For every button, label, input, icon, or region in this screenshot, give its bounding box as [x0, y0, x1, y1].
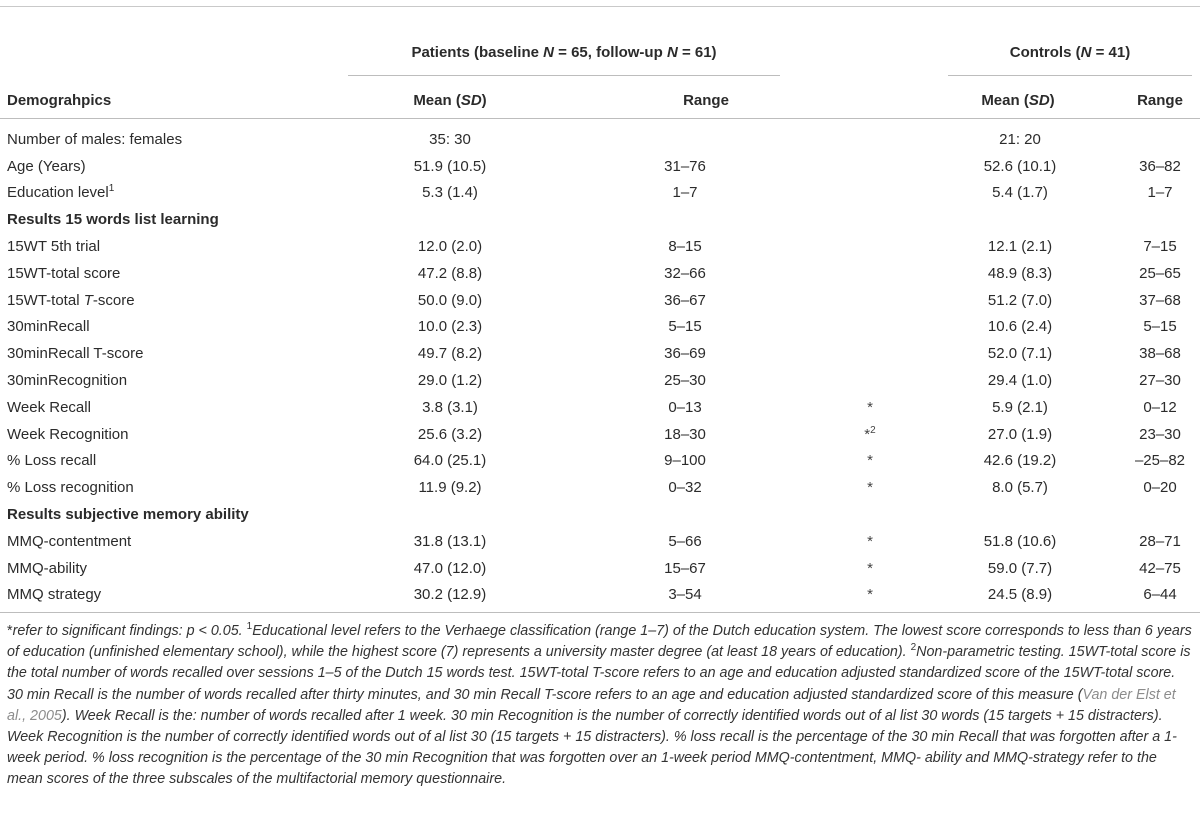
controls-range-cell: 7–15: [1143, 238, 1177, 256]
row-label: 30minRecall T-score: [7, 345, 144, 363]
patients-mean-cell: 51.9 (10.5): [413, 157, 487, 175]
patients-range-cell: 18–30: [664, 425, 706, 443]
controls-mean-cell: 52.6 (10.1): [983, 157, 1057, 175]
patients-mean-cell: 29.0 (1.2): [417, 372, 483, 390]
patients-mean-cell: 50.0 (9.0): [417, 291, 483, 309]
footnote-star: *: [7, 623, 13, 639]
patients-mean-cell: 49.7 (8.2): [417, 345, 483, 363]
row-label: 15WT 5th trial: [7, 238, 101, 256]
table-row: [0, 448, 1200, 475]
row-label: Age (Years): [7, 157, 86, 175]
row-label: MMQ-contentment: [7, 532, 132, 550]
controls-range-cell: 0–12: [1143, 398, 1177, 416]
controls-mean-cell: 24.5 (8.9): [987, 586, 1053, 604]
patients-range-cell: 3–54: [668, 586, 702, 604]
row-label: MMQ-ability: [7, 559, 88, 577]
table-row: [0, 126, 1200, 153]
section-row: [0, 206, 1200, 233]
patients-range-cell: 8–15: [668, 238, 702, 256]
significance-cell: *$^2$: [864, 424, 876, 443]
col-header-patients-mean: Mean (SD): [413, 92, 487, 109]
significance-cell: *: [867, 452, 873, 470]
table-row: [0, 474, 1200, 501]
row-label: Education level$^1$: [7, 183, 115, 202]
patients-mean-cell: 30.2 (12.9): [413, 586, 487, 604]
controls-range-cell: 36–82: [1139, 157, 1181, 175]
row-label: MMQ strategy: [7, 586, 102, 604]
footnote-part-4: ). Week Recall is the: number of words recalled after 1 week. 30 min Recognition is the number of correctly identified words out of al list 30 words (15 targets + 15 distracters). Week Recognition is the number of correctly identified words out of al list 30 (15 targets + 15 distracters). % loss recall is the percentage of the 30 min Recall that was forgotten after a 1-week period. % loss recognition is the percentage of the 30 min Recognition that was forgotten over an 1-week period MMQ-contentment, MMQ- ability and MMQ-strategy refer to the mean scores of the three subscales of the multifactorial memory questionnaire.: [7, 707, 1177, 788]
patients-range-cell: 1–7: [672, 184, 698, 202]
controls-group-header: Controls (N = 41): [1009, 44, 1131, 61]
controls-mean-cell: 52.0 (7.1): [987, 345, 1053, 363]
row-label: 30minRecognition: [7, 372, 128, 390]
patients-range-cell: 15–67: [664, 559, 706, 577]
col-header-demographics: Demograhpics: [7, 92, 112, 109]
results-table: [0, 126, 1200, 608]
significance-cell: [820, 180, 920, 207]
controls-mean-cell: 8.0 (5.7): [992, 479, 1048, 497]
controls-mean-cell: 48.9 (8.3): [987, 264, 1053, 282]
controls-mean-cell: 10.6 (2.4): [987, 318, 1053, 336]
significance-cell: [820, 260, 920, 287]
controls-range-cell: 25–65: [1139, 264, 1181, 282]
controls-range-cell: 38–68: [1139, 345, 1181, 363]
controls-mean-cell: 27.0 (1.9): [987, 425, 1053, 443]
controls-range-cell: 5–15: [1143, 318, 1177, 336]
significance-sup: 2: [870, 424, 876, 436]
controls-range-cell: 6–44: [1143, 586, 1177, 604]
significance-cell: [820, 367, 920, 394]
controls-range-cell: 42–75: [1139, 559, 1181, 577]
row-label: % Loss recognition: [7, 479, 134, 497]
table-row: [0, 421, 1200, 448]
controls-range-cell: 28–71: [1139, 532, 1181, 550]
footnote-sup-1: 1: [246, 621, 253, 633]
patients-range-cell: 25–30: [664, 372, 706, 390]
table-row: [0, 394, 1200, 421]
col-header-controls-mean: Mean (SD): [981, 92, 1055, 109]
footnote-part-3: Non-parametric testing. 15WT-total score is the total number of words recalled over sessions 1–5 of the Dutch 15 words test. 15WT-total T-score refers to an age and education adjusted standardized score of the 15WT-total score. 30 min Recall is the number of words recalled after thirty minutes, and 30 min Recall T-score refers to an age and education adjusted standardized score of this measure (: [7, 644, 1191, 703]
significance-cell: [820, 314, 920, 341]
significance-cell: *: [867, 586, 873, 604]
top-rule: [0, 6, 1200, 7]
patients-mean-cell: 3.8 (3.1): [422, 398, 478, 416]
section-heading: Results 15 words list learning: [7, 211, 219, 229]
table-row: [0, 233, 1200, 260]
table-row: [0, 260, 1200, 287]
col-header-patients-range: Range: [683, 92, 729, 109]
patients-range-cell: 36–67: [664, 291, 706, 309]
row-label: Week Recognition: [7, 425, 129, 443]
patients-group-header: Patients (baseline N = 65, follow-up N = 61): [411, 44, 717, 61]
controls-mean-cell: 21: 20: [999, 130, 1041, 148]
table-row: [0, 528, 1200, 555]
section-heading: Results subjective memory ability: [7, 506, 249, 524]
controls-mean-cell: 29.4 (1.0): [987, 372, 1053, 390]
table-row: [0, 287, 1200, 314]
results-table-body: [0, 126, 1200, 608]
table-footnote: [7, 621, 1193, 791]
significance-cell: [820, 153, 920, 180]
controls-range-cell: 27–30: [1139, 372, 1181, 390]
patients-mean-cell: 25.6 (3.2): [417, 425, 483, 443]
table-row: [0, 555, 1200, 582]
patients-range-cell: 0–32: [668, 479, 702, 497]
table-row: [0, 180, 1200, 207]
footnote-citation-link[interactable]: Van der Elst et al., 2005: [7, 686, 1176, 724]
table-row: [0, 367, 1200, 394]
row-label: % Loss recall: [7, 452, 97, 470]
row-label: 30minRecall: [7, 318, 90, 336]
footnote-part-1: refer to significant findings: p < 0.05.: [12, 623, 247, 639]
significance-cell: *: [867, 398, 873, 416]
patients-range-cell: [550, 126, 820, 153]
patients-mean-cell: 31.8 (13.1): [413, 532, 487, 550]
table-row: [0, 153, 1200, 180]
patients-group-rule: [348, 75, 780, 76]
controls-mean-cell: 59.0 (7.7): [987, 559, 1053, 577]
patients-mean-cell: 10.0 (2.3): [417, 318, 483, 336]
table-row: [0, 582, 1200, 609]
controls-mean-cell: 5.9 (2.1): [992, 398, 1048, 416]
patients-mean-cell: 47.0 (12.0): [413, 559, 487, 577]
bottom-rule: [0, 612, 1200, 613]
controls-mean-cell: 42.6 (19.2): [983, 452, 1057, 470]
significance-cell: [820, 287, 920, 314]
significance-cell: [820, 126, 920, 153]
patients-mean-cell: 11.9 (9.2): [418, 479, 482, 497]
controls-mean-cell: 12.1 (2.1): [987, 238, 1053, 256]
significance-cell: [820, 340, 920, 367]
row-label: Number of males: females: [7, 130, 183, 148]
patients-mean-cell: 5.3 (1.4): [422, 184, 478, 202]
patients-mean-cell: 64.0 (25.1): [413, 452, 487, 470]
patients-range-cell: 0–13: [668, 398, 702, 416]
controls-mean-cell: 51.8 (10.6): [983, 532, 1057, 550]
patients-range-cell: 36–69: [664, 345, 706, 363]
header-rule: [0, 118, 1200, 119]
row-label: 15WT-total T-score: [7, 291, 135, 309]
controls-group-rule: [948, 75, 1192, 76]
patients-range-cell: 31–76: [664, 157, 706, 175]
row-label: 15WT-total score: [7, 264, 121, 282]
row-label-sup: 1: [108, 183, 115, 195]
patients-range-cell: 5–66: [668, 532, 702, 550]
patients-range-cell: 32–66: [664, 264, 706, 282]
controls-range-cell: 23–30: [1139, 425, 1181, 443]
row-label: Week Recall: [7, 398, 91, 416]
controls-range-cell: [1120, 126, 1200, 153]
significance-cell: *: [867, 479, 873, 497]
significance-cell: *: [867, 532, 873, 550]
significance-cell: *: [867, 559, 873, 577]
footnote-part-2: Educational level refers to the Verhaege classification (range 1–7) of the Dutch education system. The lowest score corresponds to less than 6 years of education (unfinished elementary school), while the highest score (7) represents a university master degree (at least 18 years of education).: [7, 623, 1192, 661]
controls-mean-cell: 51.2 (7.0): [987, 291, 1053, 309]
table-row: [0, 340, 1200, 367]
patients-mean-cell: 35: 30: [429, 130, 471, 148]
controls-mean-cell: 5.4 (1.7): [992, 184, 1048, 202]
significance-cell: [820, 233, 920, 260]
controls-range-cell: 37–68: [1139, 291, 1181, 309]
controls-range-cell: 0–20: [1143, 479, 1177, 497]
controls-range-cell: 1–7: [1147, 184, 1173, 202]
footnote-sup-2: 2: [910, 642, 917, 654]
patients-range-cell: 9–100: [664, 452, 706, 470]
table-row: [0, 314, 1200, 341]
patients-mean-cell: 12.0 (2.0): [417, 238, 483, 256]
patients-mean-cell: 47.2 (8.8): [417, 264, 483, 282]
controls-range-cell: –25–82: [1134, 452, 1186, 470]
col-header-controls-range: Range: [1137, 92, 1183, 109]
patients-range-cell: 5–15: [668, 318, 702, 336]
section-row: [0, 501, 1200, 528]
